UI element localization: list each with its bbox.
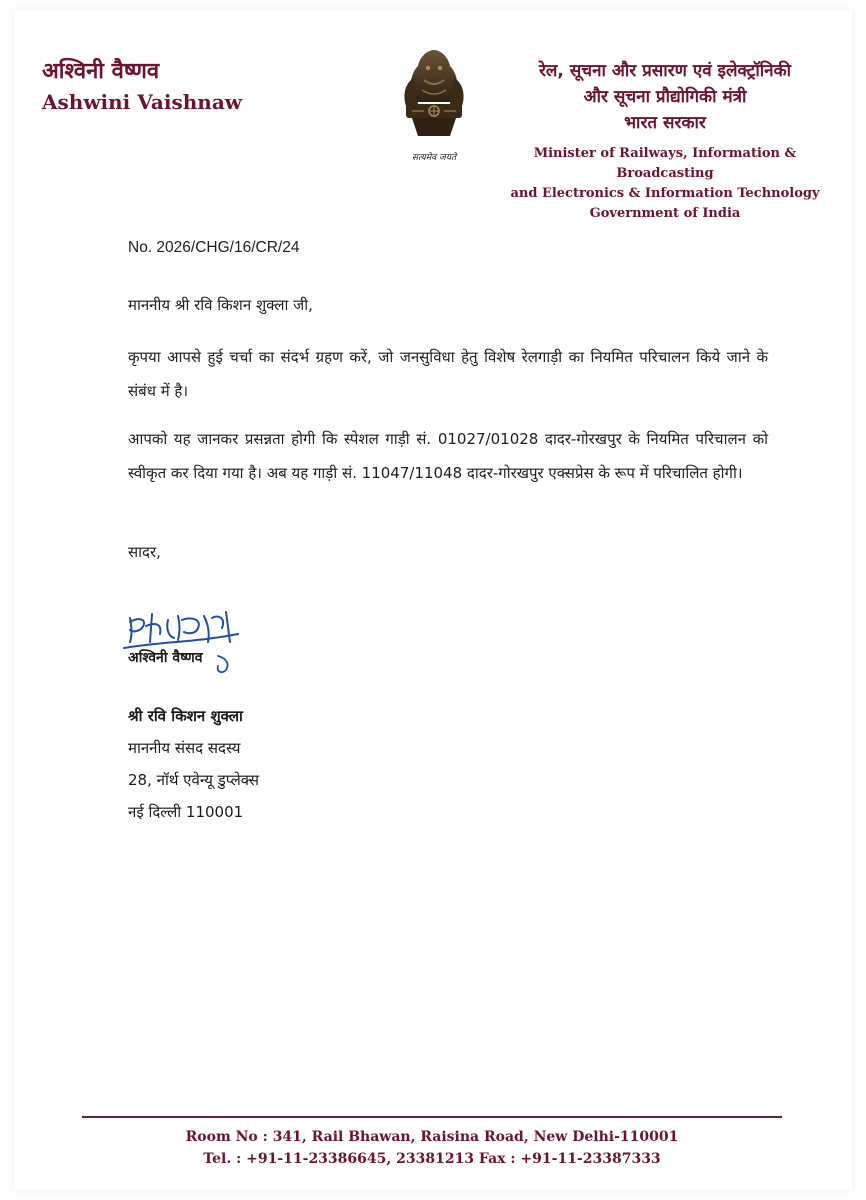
footer xyxy=(82,1126,782,1170)
title-english-line-2: and Electronics & Information Technology xyxy=(510,186,820,201)
national-emblem xyxy=(384,40,484,170)
recipient-address-line-1: 28, नॉर्थ एवेन्यू डुप्लेक्स xyxy=(128,771,260,789)
letterhead-name-block xyxy=(42,58,242,116)
lion-capital-icon xyxy=(384,40,484,152)
footer-divider xyxy=(82,1116,782,1118)
minister-name-english: Ashwini Vaishnaw xyxy=(42,90,242,114)
footer-address: Room No : 341, Rail Bhawan, Raisina Road, New Delhi-110001 xyxy=(185,1129,679,1145)
title-english-line-3: Government of India xyxy=(589,206,741,221)
title-hindi-line-3: भारत सरकार xyxy=(624,113,706,133)
recipient-name: श्री रवि किशन शुक्ला xyxy=(128,707,243,725)
letterhead-title-block xyxy=(500,58,830,224)
closing: सादर, xyxy=(128,543,161,561)
minister-name-hindi: अश्विनी वैष्णव xyxy=(42,59,160,84)
title-hindi-line-2: और सूचना प्रौद्योगिकी मंत्री xyxy=(583,87,747,107)
salutation: माननीय श्री रवि किशन शुक्ला जी, xyxy=(128,296,313,314)
footer-contact: Tel. : +91-11-23386645, 23381213 Fax : +91-11-23387333 xyxy=(203,1151,661,1167)
reference-number: No. 2026/CHG/16/CR/24 xyxy=(128,239,300,256)
recipient-designation: माननीय संसद सदस्य xyxy=(128,739,241,757)
title-english-line-1: Minister of Railways, Information & Broadcasting xyxy=(533,146,797,181)
recipient-address xyxy=(128,700,259,828)
body-paragraph-1: कृपया आपसे हुई चर्चा का संदर्भ ग्रहण करें, जो जनसुविधा हेतु विशेष रेलगाड़ी का नियमित परिचालन किये जाने के संबंध में है। xyxy=(128,348,768,400)
signatory-name: अश्विनी वैष्णव xyxy=(128,650,203,666)
body-paragraph-2: आपको यह जानकर प्रसन्नता होगी कि स्पेशल गाड़ी सं. 01027/01028 दादर-गोरखपुर के नियमित परिचालन को स्वीकृत कर दिया गया है। अब यह गाड़ी सं. 11047/11048 दादर-गोरखपुर एक्सप्रेस के रूप में परिचालित होगी। xyxy=(128,430,768,482)
title-hindi-line-1: रेल, सूचना और प्रसारण एवं इलेक्ट्रॉनिकी xyxy=(538,61,792,81)
emblem-motto: सत्यमेव जयते xyxy=(411,153,457,163)
recipient-address-line-2: नई दिल्ली 110001 xyxy=(128,803,244,821)
